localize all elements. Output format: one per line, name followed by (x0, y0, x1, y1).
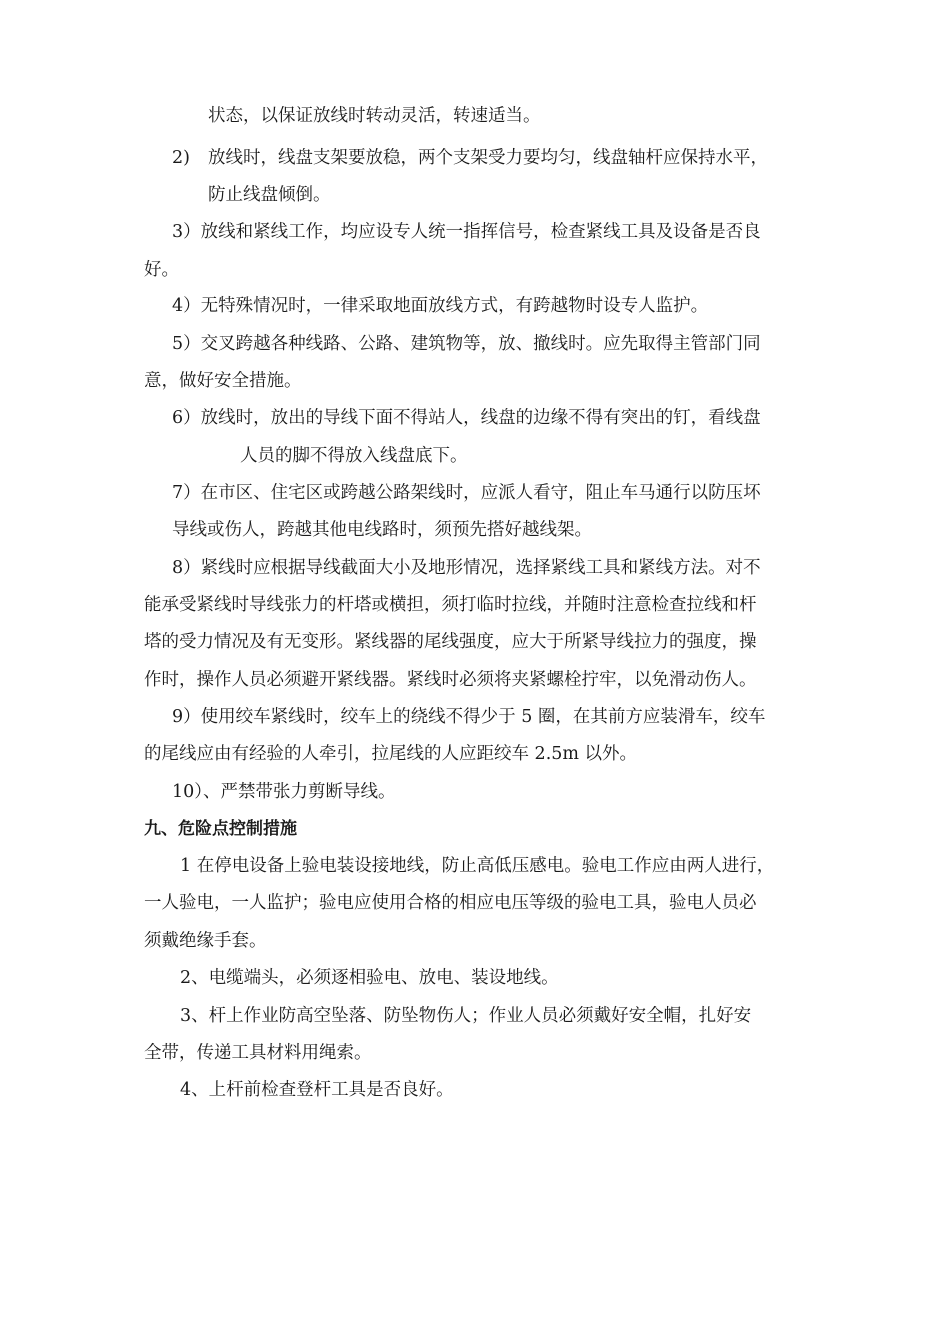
item-2-line-2: 防止线盘倾倒。 (208, 185, 331, 205)
item-8-line-1: 8）紧线时应根据导线截面大小及地形情况，选择紧线工具和紧线方法。对不 (172, 558, 761, 578)
item-2-number: 2) (172, 148, 190, 168)
item-5-line-1: 5）交叉跨越各种线路、公路、建筑物等，放、撤线时。应先取得主管部门同 (172, 334, 761, 354)
item-5-line-2: 意，做好安全措施。 (144, 371, 302, 391)
hazard-item-4-line-1: 4、上杆前检查登杆工具是否良好。 (180, 1080, 454, 1100)
hazard-item-1-line-1: 1 在停电设备上验电装设接地线，防止高低压感电。验电工作应由两人进行， (180, 856, 775, 876)
item-3-line-2: 好。 (144, 260, 179, 280)
item-7-line-1: 7）在市区、住宅区或跨越公路架线时，应派人看守，阻止车马通行以防压坏 (172, 483, 761, 503)
hazard-item-3-line-1: 3、杆上作业防高空坠落、防坠物伤人；作业人员必须戴好安全帽，扎好安 (180, 1006, 752, 1026)
item-8-line-2: 能承受紧线时导线张力的杆塔或横担，须打临时拉线，并随时注意检查拉线和杆 (144, 595, 757, 615)
item-3-line-1: 3）放线和紧线工作，均应设专人统一指挥信号，检查紧线工具及设备是否良 (172, 222, 761, 242)
item-4-line-1: 4）无特殊情况时，一律采取地面放线方式，有跨越物时设专人监护。 (172, 296, 709, 316)
item-7-line-2: 导线或伤人，跨越其他电线路时，须预先搭好越线架。 (172, 520, 592, 540)
item-8-line-3: 塔的受力情况及有无变形。紧线器的尾线强度，应大于所紧导线拉力的强度，操 (144, 632, 757, 652)
item-8-line-4: 作时，操作人员必须避开紧线器。紧线时必须将夹紧螺栓拧牢，以免滑动伤人。 (144, 670, 757, 690)
item-9-line-1: 9）使用绞车紧线时，绞车上的绕线不得少于 5 圈，在其前方应装滑车，绞车 (172, 707, 766, 727)
section-heading: 九、危险点控制措施 (144, 819, 297, 839)
item-9-line-2: 的尾线应由有经验的人牵引，拉尾线的人应距绞车 2.5m 以外。 (144, 744, 638, 764)
hazard-item-3-line-2: 全带，传递工具材料用绳索。 (144, 1043, 372, 1063)
hazard-item-2-line-1: 2、电缆端头，必须逐相验电、放电、装设地线。 (180, 968, 559, 988)
item-1-continuation: 状态，以保证放线时转动灵活，转速适当。 (208, 106, 541, 126)
item-10-line-1: 10）、严禁带张力剪断导线。 (172, 782, 396, 802)
hazard-item-1-line-3: 须戴绝缘手套。 (144, 931, 267, 951)
item-2-line-1: 放线时，线盘支架要放稳，两个支架受力要均匀，线盘轴杆应保持水平， (208, 148, 768, 168)
item-6-line-1: 6）放线时，放出的导线下面不得站人，线盘的边缘不得有突出的钉，看线盘 (172, 408, 761, 428)
hazard-item-1-line-2: 一人验电，一人监护；验电应使用合格的相应电压等级的验电工具，验电人员必 (144, 893, 757, 913)
item-6-line-2: 人员的脚不得放入线盘底下。 (240, 446, 468, 466)
